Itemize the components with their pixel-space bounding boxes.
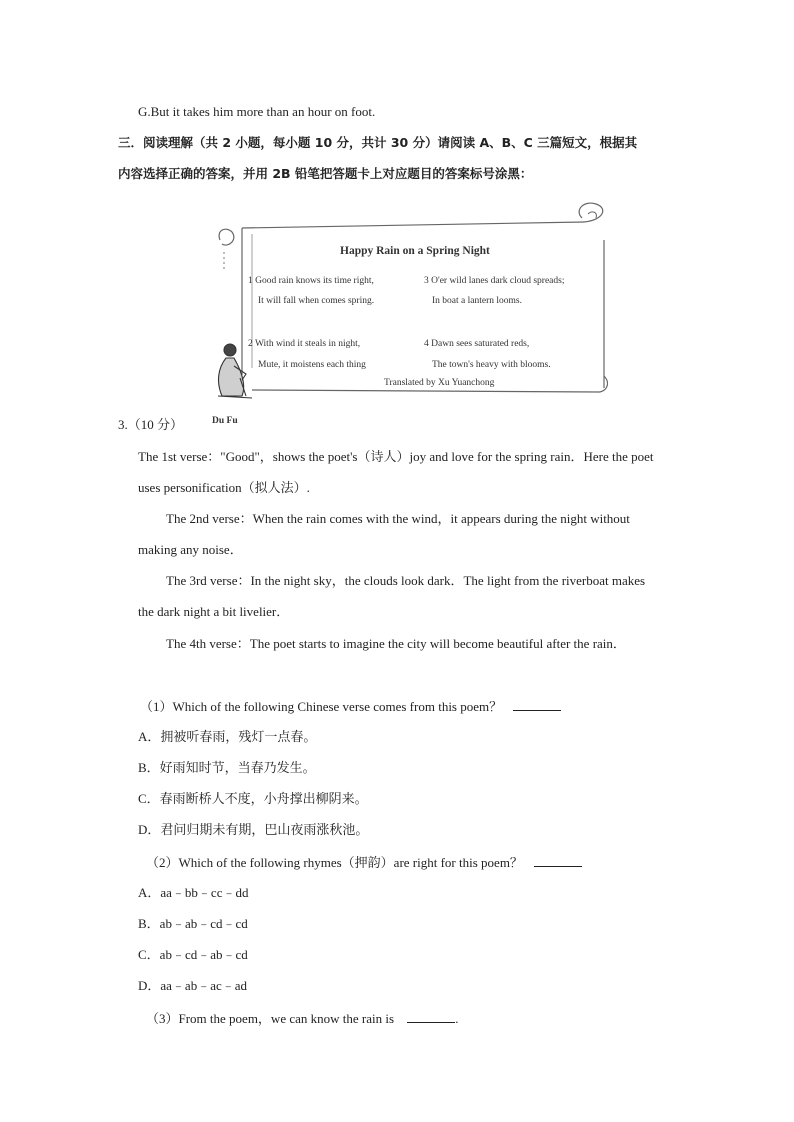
sub-question-3 — [146, 1010, 459, 1027]
poem-verse-3b: In boat a lantern looms. — [432, 296, 522, 306]
option-1c[interactable]: C．春雨断桥人不度，小舟撑出柳阴来。 — [138, 791, 368, 806]
section-heading-line2: 内容选择正确的答案，并用 2B 铅笔把答题卡上对应题目的答案标号涂黑： — [118, 166, 533, 181]
poem-verse-4b: The town's heavy with blooms. — [432, 360, 551, 370]
sub-question-1-text: （1）Which of the following Chinese verse comes from this poem？ — [140, 699, 503, 714]
option-2d[interactable]: D．aa﹣ab﹣ac﹣ad — [138, 978, 248, 993]
answer-blank-1[interactable] — [513, 698, 561, 711]
poem-verse-1b: It will fall when comes spring. — [258, 296, 375, 306]
sub-question-3-end: . — [455, 1011, 459, 1026]
passage-line-3a: The 3rd verse：In the night sky，the clouds look dark．The light from the riverboat makes — [166, 573, 646, 588]
question-number: 3.（10 分） — [118, 417, 184, 432]
poem-verse-2a: 2 With wind it steals in night, — [248, 339, 361, 349]
passage-line-4: The 4th verse：The poet starts to imagine the city will become beautiful after the rain． — [166, 636, 626, 651]
poem-verse-3a: 3 O'er wild lanes dark cloud spreads; — [424, 276, 565, 286]
sub-question-2 — [146, 854, 582, 871]
sub-question-1 — [140, 698, 561, 715]
poem-verse-2b: Mute, it moistens each thing — [258, 360, 366, 370]
passage-line-2a: The 2nd verse：When the rain comes with the wind，it appears during the night without — [166, 511, 630, 526]
passage-line-3b: the dark night a bit livelier． — [138, 604, 290, 619]
option-1d[interactable]: D．君问归期未有期，巴山夜雨涨秋池。 — [138, 822, 369, 837]
passage-line-1a: The 1st verse："Good"，shows the poet's（诗人）joy and love for the spring rain．Here the poet — [138, 449, 654, 464]
passage-line-1b: uses personification（拟人法）. — [138, 480, 310, 495]
passage-line-2b: making any noise． — [138, 542, 243, 557]
option-1a[interactable]: A．拥被听春雨，残灯一点春。 — [138, 729, 317, 744]
option-2a[interactable]: A．aa﹣bb﹣cc﹣dd — [138, 885, 249, 900]
section-heading-line1: 三．阅读理解（共 2 小题，每小题 10 分，共计 30 分）请阅读 A、B、C 三篇短文，根据其 — [118, 135, 638, 150]
sub-question-3-text: （3）From the poem，we can know the rain is — [146, 1011, 395, 1026]
option-2b[interactable]: B．ab﹣ab﹣cd﹣cd — [138, 916, 248, 931]
sub-question-2-text: （2）Which of the following rhymes（押韵）are right for this poem？ — [146, 855, 523, 870]
poem-scroll-illustration — [212, 200, 608, 426]
poem-verse-1a: 1 Good rain knows its time right, — [248, 276, 374, 286]
answer-blank-3[interactable] — [407, 1010, 455, 1023]
answer-blank-2[interactable] — [534, 854, 582, 867]
poem-verse-4a: 4 Dawn sees saturated reds, — [424, 339, 530, 349]
poem-translator: Translated by Xu Yuanchong — [384, 378, 495, 388]
option-2c[interactable]: C．ab﹣cd﹣ab﹣cd — [138, 947, 248, 962]
poet-name: Du Fu — [212, 416, 238, 426]
poem-title: Happy Rain on a Spring Night — [340, 245, 490, 257]
option-1b[interactable]: B．好雨知时节，当春乃发生。 — [138, 760, 316, 775]
top-option: G.But it takes him more than an hour on foot. — [138, 104, 376, 119]
